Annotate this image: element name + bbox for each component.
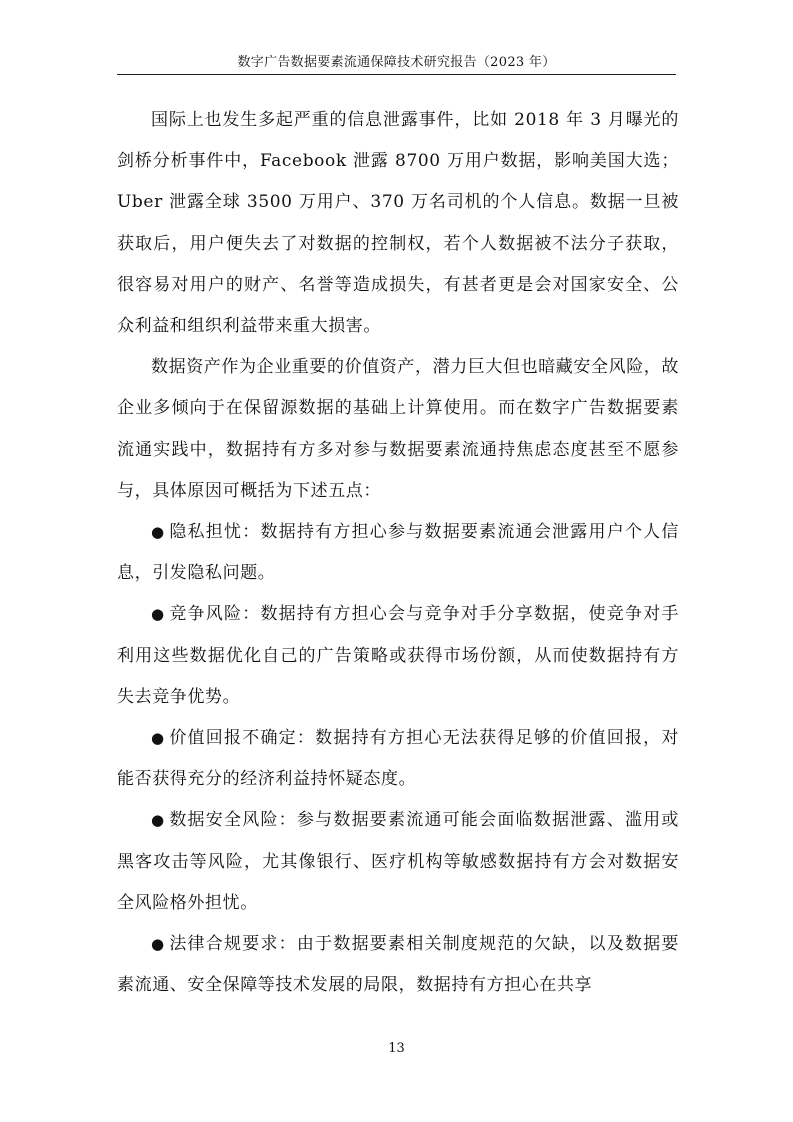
page-number: 13 bbox=[388, 1041, 405, 1056]
list-item-text: 竞争风险：数据持有方担心会与竞争对手分享数据，使竞争对手利用这些数据优化自己的广告策略或获得市场份额，从而使数据持有方失去竞争优势。 bbox=[117, 604, 679, 707]
list-item-text: 价值回报不确定：数据持有方担心无法获得足够的价值回报，对能否获得充分的经济利益持怀疑态度。 bbox=[117, 728, 679, 790]
bullet-icon: ● bbox=[151, 523, 166, 542]
bullet-icon: ● bbox=[151, 605, 166, 624]
bullet-icon: ● bbox=[151, 811, 166, 830]
page-header: 数字广告数据要素流通保障技术研究报告（2023 年） bbox=[237, 55, 556, 70]
bullet-icon: ● bbox=[151, 729, 166, 748]
list-item-text: 法律合规要求：由于数据要素相关制度规范的欠缺，以及数据要素流通、安全保障等技术发展的局限，数据持有方担心在共享 bbox=[117, 934, 679, 996]
list-item-text: 数据安全风险：参与数据要素流通可能会面临数据泄露、滥用或黑客攻击等风险，尤其像银行、医疗机构等敏感数据持有方会对数据安全风险格外担忧。 bbox=[117, 810, 679, 913]
paragraph-info-leak-events: 国际上也发生多起严重的信息泄露事件，比如 2018 年 3 月曝光的剑桥分析事件中，Facebook 泄露 8700 万用户数据，影响美国大选；Uber 泄露全球 3500 万用户、370 万名司机的个人信息。数据一旦被获取后，用户便失去了对数据的控制权，若个人数据被不法分子获取，很容易对用户的财产、名誉等造成损失，有甚者更是会对国家安全、公众利益和组织利益带来重大损害。 bbox=[117, 110, 679, 337]
document-body bbox=[117, 100, 679, 1006]
list-item-competition bbox=[117, 594, 679, 718]
bullet-icon: ● bbox=[151, 935, 166, 954]
header-divider bbox=[117, 74, 676, 75]
list-item-privacy bbox=[117, 512, 679, 594]
list-item-value-return bbox=[117, 718, 679, 800]
list-item-text: 隐私担忧：数据持有方担心参与数据要素流通会泄露用户个人信息，引发隐私问题。 bbox=[117, 522, 679, 584]
paragraph-data-assets: 数据资产作为企业重要的价值资产，潜力巨大但也暗藏安全风险，故企业多倾向于在保留源数据的基础上计算使用。而在数字广告数据要素流通实践中，数据持有方多对参与数据要素流通持焦虑态度甚至不愿参与，具体原因可概括为下述五点： bbox=[117, 357, 679, 501]
list-item-legal-compliance bbox=[117, 924, 679, 1006]
list-item-data-security bbox=[117, 800, 679, 924]
